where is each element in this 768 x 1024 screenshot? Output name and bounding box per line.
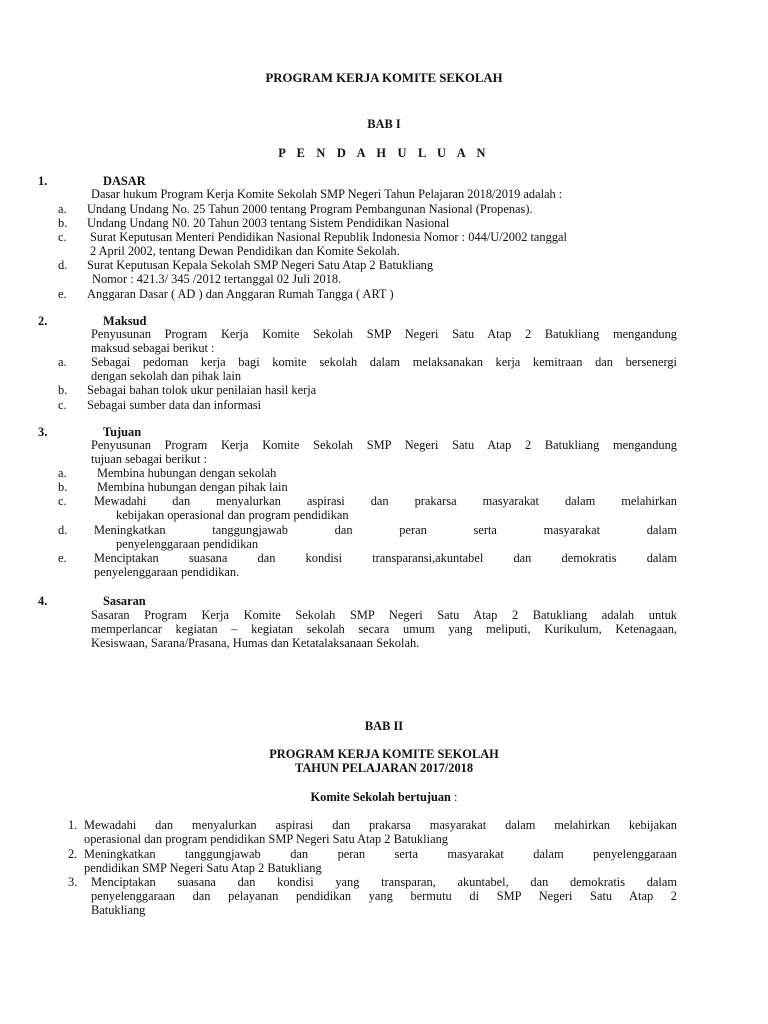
list-item: Sebagai sumber data dan informasi xyxy=(87,398,262,412)
list-item: Mewadahi dan menyalurkan aspirasi dan prakarsa masyarakat dalam melahirkan xyxy=(94,494,677,508)
list-item: Anggaran Dasar ( AD ) dan Anggaran Rumah Tangga ( ART ) xyxy=(87,287,394,301)
list-marker: e. xyxy=(58,551,67,565)
section-2-intro-continuation: maksud sebagai berikut : xyxy=(91,341,215,355)
goal-number: 1. xyxy=(68,818,78,832)
section-3-number: 3. xyxy=(38,425,48,439)
goal-item-continuation: operasional dan program pendidikan SMP Negeri Satu Atap 2 Batukliang xyxy=(84,832,448,846)
list-marker: b. xyxy=(58,383,68,397)
bab1-subtitle: P E N D A H U L U A N xyxy=(278,146,490,160)
bab1-heading: BAB I xyxy=(367,117,401,131)
goal-item-continuation: penyelenggaraan dan pelayanan pendidikan yang bermutu di SMP Negeri Satu Atap 2 xyxy=(91,889,677,903)
section-1-intro: Dasar hukum Program Kerja Komite Sekolah SMP Negeri Tahun Pelajaran 2018/2019 adalah : xyxy=(91,187,563,201)
section-4-title: Sasaran xyxy=(103,594,146,608)
list-marker: c. xyxy=(58,230,67,244)
goal-number: 2. xyxy=(68,847,78,861)
document-title: PROGRAM KERJA KOMITE SEKOLAH xyxy=(265,71,503,85)
list-item: Membina hubungan dengan pihak lain xyxy=(97,480,288,494)
section-2-intro: Penyusunan Program Kerja Komite Sekolah SMP Negeri Satu Atap 2 Batukliang mengandung xyxy=(91,327,677,341)
list-marker: a. xyxy=(58,466,67,480)
bab2-title: PROGRAM KERJA KOMITE SEKOLAH xyxy=(269,747,499,761)
goal-item-continuation: pendidikan SMP Negeri Satu Atap 2 Batukliang xyxy=(84,861,322,875)
section-4-text-line: memperlancar kegiatan – kegiatan sekolah secara umum yang meliputi, Kurikulum, Ketenagaan, xyxy=(91,622,677,636)
list-item: Surat Keputusan Menteri Pendidikan Nasional Republik Indonesia Nomor : 044/U/2002 tanggal xyxy=(90,230,567,244)
list-item: Undang Undang N0. 20 Tahun 2003 tentang Sistem Pendidikan Nasional xyxy=(87,216,450,230)
list-item: Sebagai bahan tolok ukur penilaian hasil kerja xyxy=(87,383,317,397)
section-2-title: Maksud xyxy=(103,314,147,328)
section-4-text-line: Sasaran Program Kerja Komite Sekolah SMP Negeri Satu Atap 2 Batukliang adalah untuk xyxy=(91,608,677,622)
list-item-continuation: penyelenggaraan pendidikan. xyxy=(94,565,240,579)
goal-item: Mewadahi dan menyalurkan aspirasi dan prakarsa masyarakat dalam melahirkan kebijakan xyxy=(84,818,677,832)
section-2-number: 2. xyxy=(38,314,48,328)
list-marker: a. xyxy=(58,202,67,216)
bab2-heading: BAB II xyxy=(364,719,404,733)
komite-heading: Komite Sekolah bertujuan xyxy=(310,790,451,804)
list-item: Membina hubungan dengan sekolah xyxy=(97,466,277,480)
list-item: Undang Undang No. 25 Tahun 2000 tentang Program Pembangunan Nasional (Propenas). xyxy=(87,202,533,216)
bab2-year: TAHUN PELAJARAN 2017/2018 xyxy=(294,761,474,775)
list-item-continuation: kebijakan operasional dan program pendidikan xyxy=(116,508,349,522)
section-3-intro-continuation: tujuan sebagai berikut : xyxy=(91,452,207,466)
komite-heading-colon: : xyxy=(450,790,458,804)
list-item-continuation: dengan sekolah dan pihak lain xyxy=(91,369,242,383)
list-item: Sebagai pedoman kerja bagi komite sekolah dalam melaksanakan kerja kemitraan dan bersenergi xyxy=(91,355,677,369)
list-marker: e. xyxy=(58,287,67,301)
list-marker: d. xyxy=(58,258,68,272)
list-marker: c. xyxy=(58,494,67,508)
list-item: Surat Keputusan Kepala Sekolah SMP Negeri Satu Atap 2 Batukliang xyxy=(87,258,434,272)
goal-item-continuation: Batukliang xyxy=(91,903,146,917)
komite-heading-line xyxy=(0,790,768,804)
list-item-continuation: penyelenggaraan pendidikan xyxy=(116,537,259,551)
goal-item: Meningkatkan tanggungjawab dan peran serta masyarakat dalam penyelenggaraan xyxy=(84,847,677,861)
section-3-title: Tujuan xyxy=(103,425,142,439)
list-marker: b. xyxy=(58,216,68,230)
list-marker: c. xyxy=(58,398,67,412)
list-marker: a. xyxy=(58,355,67,369)
list-item: Menciptakan suasana dan kondisi transparansi,akuntabel dan demokratis dalam xyxy=(94,551,677,565)
section-1-title: DASAR xyxy=(103,174,146,188)
list-item-continuation: Nomor : 421.3/ 345 /2012 tertanggal 02 Juli 2018. xyxy=(92,272,342,286)
list-marker: b. xyxy=(58,480,68,494)
section-3-intro: Penyusunan Program Kerja Komite Sekolah SMP Negeri Satu Atap 2 Batukliang mengandung xyxy=(91,438,677,452)
section-4-text-line: Kesiswaan, Sarana/Prasana, Humas dan Ketatalaksanaan Sekolah. xyxy=(91,636,420,650)
goal-item: Menciptakan suasana dan kondisi yang transparan, akuntabel, dan demokratis dalam xyxy=(91,875,677,889)
section-1-number: 1. xyxy=(38,174,48,188)
list-marker: d. xyxy=(58,523,68,537)
section-4-number: 4. xyxy=(38,594,48,608)
list-item-continuation: 2 April 2002, tentang Dewan Pendidikan dan Komite Sekolah. xyxy=(90,244,400,258)
list-item: Meningkatkan tanggungjawab dan peran serta masyarakat dalam xyxy=(94,523,677,537)
goal-number: 3. xyxy=(68,875,78,889)
